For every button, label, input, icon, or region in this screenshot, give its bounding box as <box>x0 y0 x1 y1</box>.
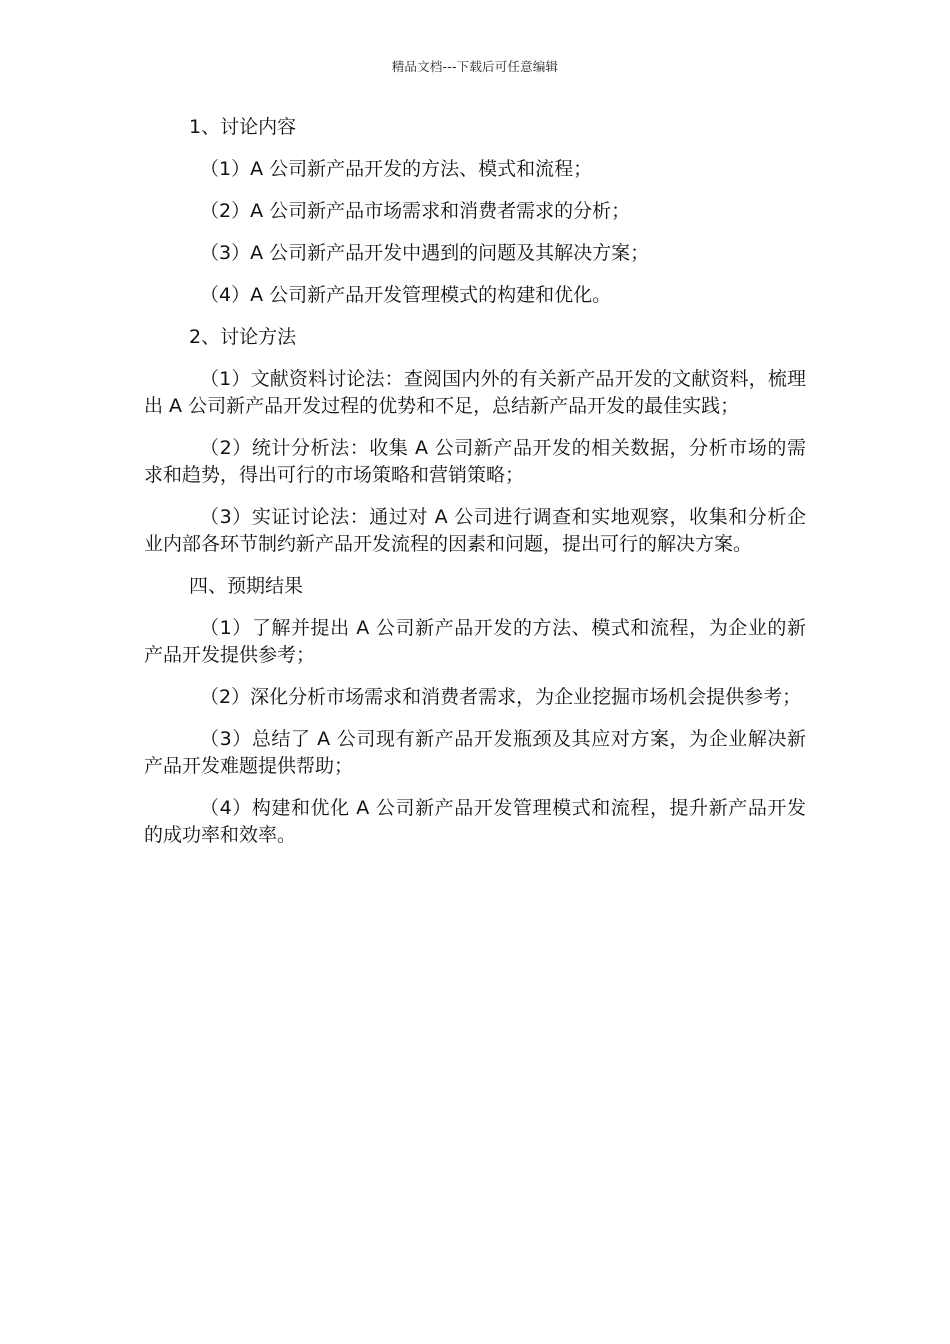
list-item: （2）A 公司新产品市场需求和消费者需求的分析； <box>200 200 631 222</box>
paragraph: （2）统计分析法：收集 A 公司新产品开发的相关数据，分析市场的需求和趋势，得出可行的市场策略和营销策略； <box>144 437 806 486</box>
header-note: 精品文档---下载后可任意编辑 <box>391 59 559 74</box>
section-heading-discussion-method: 2、讨论方法 <box>189 326 297 348</box>
paragraph: （4）构建和优化 A 公司新产品开发管理模式和流程，提升新产品开发的成功率和效率。 <box>144 797 806 846</box>
list-item: （4）A 公司新产品开发管理模式的构建和优化。 <box>200 284 612 306</box>
paragraph: （3）实证讨论法：通过对 A 公司进行调查和实地观察，收集和分析企业内部各环节制约新产品开发流程的因素和问题，提出可行的解决方案。 <box>144 506 806 555</box>
paragraph: （1）了解并提出 A 公司新产品开发的方法、模式和流程，为企业的新产品开发提供参考； <box>144 617 806 666</box>
paragraph: （3）总结了 A 公司现有新产品开发瓶颈及其应对方案，为企业解决新产品开发难题提供帮助； <box>144 728 806 777</box>
document-body <box>144 114 806 864</box>
section-heading-discussion-content: 1、讨论内容 <box>189 116 297 138</box>
list-item: （3）A 公司新产品开发中遇到的问题及其解决方案； <box>200 242 650 264</box>
paragraph: （1）文献资料讨论法：查阅国内外的有关新产品开发的文献资料，梳理出 A 公司新产品开发过程的优势和不足，总结新产品开发的最佳实践； <box>144 368 806 417</box>
list-item: （1）A 公司新产品开发的方法、模式和流程； <box>200 158 593 180</box>
paragraph: （2）深化分析市场需求和消费者需求，为企业挖掘市场机会提供参考； <box>200 686 802 708</box>
section-heading-expected-results: 四、预期结果 <box>189 575 304 597</box>
